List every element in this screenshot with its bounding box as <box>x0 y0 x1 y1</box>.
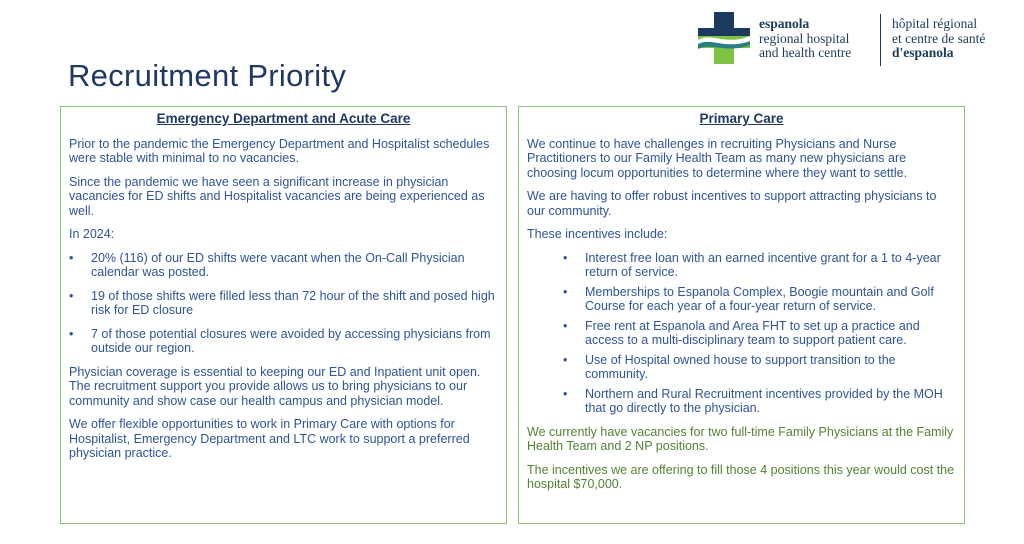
bullet-icon: • <box>563 386 568 401</box>
left-paragraph-3: In 2024: <box>69 227 115 241</box>
list-item-text: Interest free loan with an earned incentive grant for a 1 to 4-year return of service. <box>585 250 941 279</box>
bullet-icon: • <box>69 288 74 303</box>
list-item <box>69 327 498 356</box>
list-item <box>563 251 956 280</box>
right-paragraph-3: These incentives include: <box>527 227 668 241</box>
logo-fr-line1: hôpital régional <box>892 16 978 31</box>
bullet-icon: • <box>563 250 568 265</box>
right-paragraph-2: We are having to offer robust incentives to support attracting physicians to our community. <box>527 189 937 218</box>
logo-divider <box>880 14 881 66</box>
logo-en-line3: and health centre <box>759 45 852 60</box>
list-item-text: 19 of those shifts were filled less than 72 hour of the shift and posed high risk for ED closure <box>91 288 495 317</box>
left-paragraph-1: Prior to the pandemic the Emergency Department and Hospitalist schedules were stable with minimal to no vacancies. <box>69 136 490 165</box>
bullet-icon: • <box>563 284 568 299</box>
bullet-icon: • <box>69 326 74 341</box>
hospital-logo <box>696 10 1016 70</box>
logo-french-text <box>892 17 985 61</box>
logo-en-line2: regional hospital <box>759 30 850 46</box>
logo-en-line1: espanola <box>759 16 810 31</box>
right-panel-heading: Primary Care <box>699 111 784 126</box>
list-item <box>69 289 498 318</box>
list-item <box>563 319 956 348</box>
list-item-text: Use of Hospital owned house to support transition to the community. <box>585 352 896 381</box>
right-bullet-list <box>527 251 956 416</box>
page-title: Recruitment Priority <box>68 58 347 93</box>
cross-logo-icon <box>696 10 752 66</box>
logo-fr-line3: d'espanola <box>892 45 954 60</box>
list-item <box>563 387 956 416</box>
list-item <box>563 285 956 314</box>
bullet-icon: • <box>69 250 74 265</box>
list-item-text: Free rent at Espanola and Area FHT to set up a practice and access to a multi-disciplinary team to support patient care. <box>585 318 920 347</box>
list-item-text: Northern and Rural Recruitment incentives provided by the MOH that go directly to the physician. <box>585 386 943 415</box>
emergency-care-panel <box>60 106 507 524</box>
right-paragraph-1: We continue to have challenges in recruiting Physicians and Nurse Practitioners to our Family Health Team as many new physicians are choosing locum opportunities to determine where they want to settle. <box>527 136 908 180</box>
list-item <box>69 251 498 280</box>
primary-care-panel <box>518 106 965 524</box>
left-paragraph-2: Since the pandemic we have seen a significant increase in physician vacancies for ED shifts and Hospitalist vacancies are being experienced as well. <box>69 174 485 218</box>
left-paragraph-5: We offer flexible opportunities to work in Primary Care with options for Hospitalist, Emergency Department and LTC work to support a preferred physician practice. <box>69 417 470 460</box>
list-item-text: 7 of those potential closures were avoided by accessing physicians from outside our region. <box>91 326 491 355</box>
bullet-icon: • <box>563 352 568 367</box>
left-bullet-list <box>69 251 498 356</box>
list-item-text: 20% (116) of our ED shifts were vacant when the On-Call Physician calendar was posted. <box>91 250 465 279</box>
list-item <box>563 353 956 382</box>
right-paragraph-5: The incentives we are offering to fill those 4 positions this year would cost the hospital $70,000. <box>527 462 955 491</box>
left-paragraph-4: Physician coverage is essential to keeping our ED and Inpatient unit open. The recruitment support you provide allows us to bring physicians to our community and show case our health campus and physician model. <box>69 364 481 408</box>
list-item-text: Memberships to Espanola Complex, Boogie mountain and Golf Course for each year of a four-year return of service. <box>585 284 934 313</box>
bullet-icon: • <box>563 318 568 333</box>
logo-fr-line2: et centre de santé <box>892 30 986 46</box>
logo-english-text <box>759 17 851 61</box>
left-panel-heading: Emergency Department and Acute Care <box>156 111 411 126</box>
right-paragraph-4: We currently have vacancies for two full-time Family Physicians at the Family Health Team and 2 NP positions. <box>527 424 954 453</box>
